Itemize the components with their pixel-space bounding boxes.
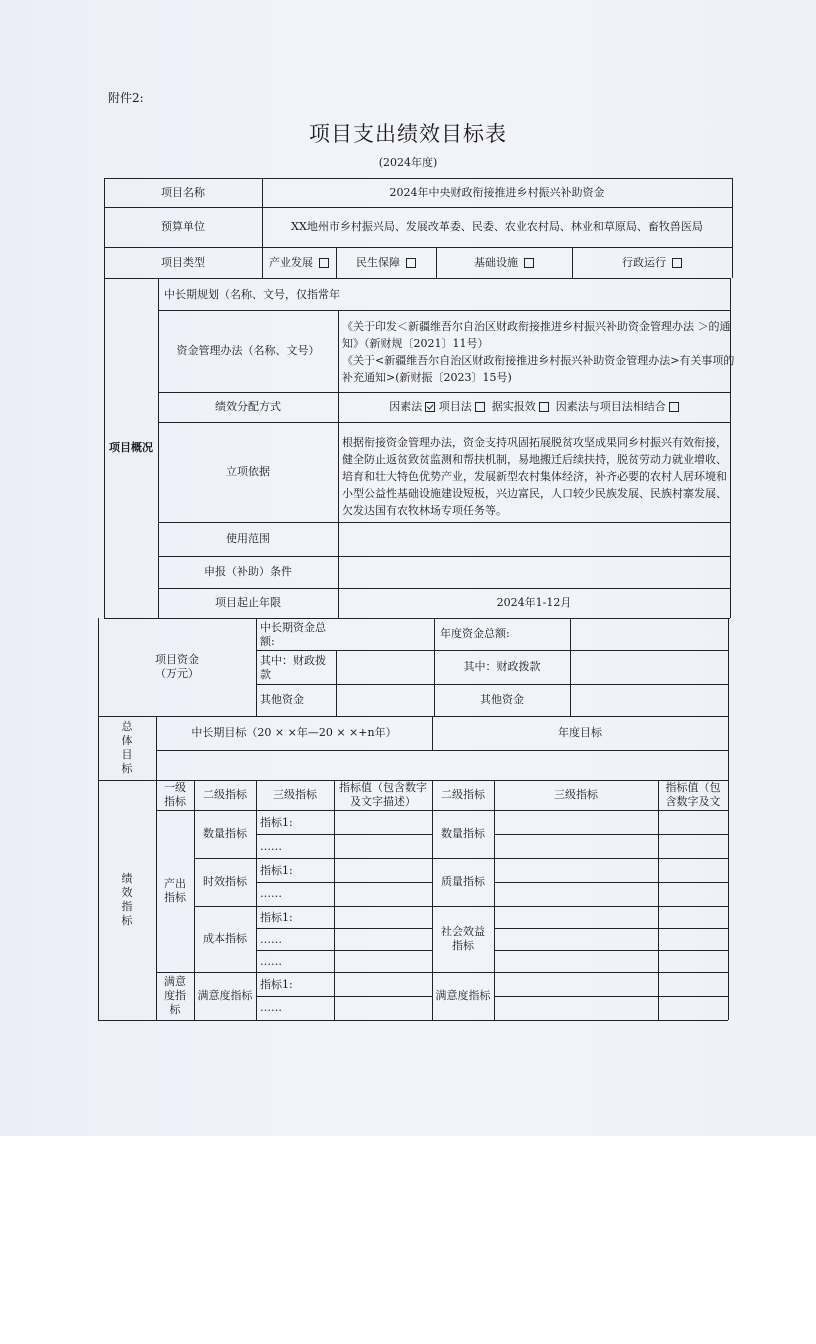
- fund-rules-text: 《关于印发＜新疆维吾尔自治区财政衔接推进乡村振兴补助资金管理办法 ＞的通 知》（新财规〔2021〕11号） 《关于<新疆维吾尔自治区财政衔接推进乡村振兴补助资金管理办法>有关事项的 补充通知>(新财振〔2023〕15号): [342, 320, 735, 384]
- quantity-indicator-label: 数量指标: [203, 827, 247, 840]
- output-indicators-label: 产出 指标: [164, 877, 186, 904]
- checkbox-checked-icon[interactable]: [425, 402, 435, 412]
- timeliness-indicator1: 指标1:: [260, 864, 293, 877]
- quantity-right-label: 数量指标: [441, 827, 485, 840]
- budget-unit-value: XX地州市乡村振兴局、发展改革委、民委、农业农村局、林业和草原局、畜牧兽医局: [291, 220, 703, 233]
- social-benefit-label: 社会效益 指标: [441, 925, 485, 952]
- type-option-industry[interactable]: 产业发展: [262, 247, 336, 278]
- quality-right-label: 质量指标: [441, 875, 485, 888]
- project-period-value: 2024年1-12月: [496, 596, 572, 609]
- overall-goal-label: 总 体 目 标: [121, 720, 133, 775]
- col-level2-right-header: 二级指标: [441, 788, 485, 801]
- application-condition-label: 申报（补助）条件: [204, 565, 292, 578]
- type-option-livelihood[interactable]: 民生保障: [336, 247, 436, 278]
- project-type-label: 项目类型: [161, 255, 205, 269]
- checkbox-icon[interactable]: [319, 258, 329, 268]
- performance-indicators-label: 绩 效 指 标: [121, 872, 133, 927]
- timeliness-ellipsis: ……: [260, 887, 282, 900]
- satisfaction-level1-label: 满意 度指 标: [164, 975, 186, 1016]
- budget-unit-label: 预算单位: [161, 220, 205, 233]
- allocation-method-options: 因素法 项目法 据实报效 因素法与项目法相结合: [338, 392, 730, 422]
- col-level3-header: 三级指标: [273, 788, 317, 801]
- project-basis-label: 立项依据: [226, 465, 270, 478]
- satisfaction-right-label: 满意度指标: [435, 989, 491, 1002]
- type-option-infrastructure[interactable]: 基础设施: [436, 247, 572, 278]
- col-level2-header: 二级指标: [203, 788, 247, 801]
- cost-ellipsis-2: ……: [260, 955, 282, 968]
- project-basis-text: 根据衔接资金管理办法，资金支持巩固拓展脱贫攻坚成果同乡村振兴有效衔接， 健全防止返贫致贫监测和帮扶机制，易地搬迁后续扶持，脱贫劳动力就业增收、 培育和壮大特色优势产业，发展新型农村集体经济，补齐必要的农村人居环境和 小型公益性基础设施建设短板，兴边富民，人口较少民族发展、民族村寨发展、 欠发达国有农牧林场专项任务等。: [342, 436, 727, 517]
- cost-indicator1: 指标1:: [260, 911, 293, 924]
- overview-section-label: 项目概况: [109, 441, 153, 454]
- col-level3-right-header: 三级指标: [554, 788, 598, 801]
- annual-goal-label: 年度目标: [558, 726, 602, 739]
- annual-other-label: 其他资金: [480, 693, 524, 706]
- cost-ellipsis-1: ……: [260, 933, 282, 946]
- mid-term-total-label: 中长期资金总 额:: [260, 621, 326, 648]
- timeliness-indicator-label: 时效指标: [203, 875, 247, 888]
- col-value-header: 指标值（包含数字 及文字描述）: [339, 781, 427, 808]
- satisfaction-indicator1: 指标1:: [260, 978, 293, 991]
- quantity-ellipsis: ……: [260, 840, 282, 853]
- mid-term-fiscal-label: 其中：财政拨 款: [260, 654, 326, 681]
- long-term-plan-label: 中长期规划（名称、文号，仅指常年: [164, 288, 340, 301]
- annual-total-label: 年度资金总额:: [440, 627, 510, 640]
- type-option-administration[interactable]: 行政运行: [572, 247, 732, 278]
- attachment-label: 附件2:: [108, 91, 144, 105]
- col-level1-header: 一级 指标: [164, 781, 186, 808]
- mid-term-goal-label: 中长期目标（20 × ×年—20 × ×+n年）: [191, 726, 397, 739]
- checkbox-icon[interactable]: [475, 402, 485, 412]
- project-funds-label: 项目资金 （万元）: [155, 653, 199, 680]
- year-subtitle: (2024年度): [378, 156, 438, 169]
- col-value-right-header: 指标值（包 含数字及文: [665, 781, 721, 808]
- allocation-method-label: 绩效分配方式: [215, 400, 281, 413]
- usage-scope-label: 使用范围: [226, 532, 270, 545]
- checkbox-icon[interactable]: [672, 258, 682, 268]
- satisfaction-ellipsis: ……: [260, 1001, 282, 1014]
- mid-term-other-label: 其他资金: [260, 693, 304, 706]
- satisfaction-indicator-label: 满意度指标: [197, 989, 253, 1002]
- fund-rules-label: 资金管理办法（名称、文号）: [176, 344, 320, 357]
- checkbox-icon[interactable]: [406, 258, 416, 268]
- project-name-label: 项目名称: [161, 185, 205, 199]
- checkbox-icon[interactable]: [539, 402, 549, 412]
- cost-indicator-label: 成本指标: [203, 932, 247, 945]
- project-period-label: 项目起止年限: [215, 596, 281, 609]
- page-title: 项目支出绩效目标表: [309, 122, 507, 146]
- quantity-indicator1: 指标1:: [260, 816, 293, 829]
- checkbox-icon[interactable]: [524, 258, 534, 268]
- annual-fiscal-label: 其中：财政拨款: [463, 660, 541, 673]
- project-name-value: 2024年中央财政衔接推进乡村振兴补助资金: [389, 185, 605, 199]
- checkbox-icon[interactable]: [669, 402, 679, 412]
